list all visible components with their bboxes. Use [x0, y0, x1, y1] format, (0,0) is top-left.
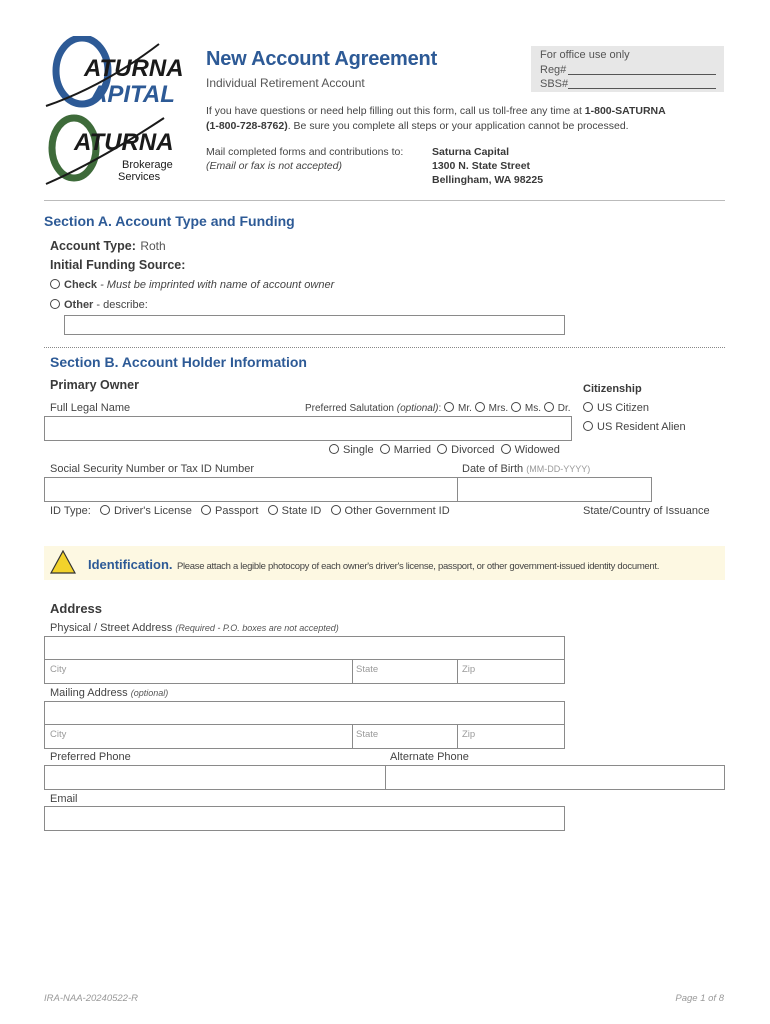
other-gov-id-radio[interactable] — [331, 505, 341, 515]
office-use-box — [531, 46, 724, 92]
account-type-row: Account Type: Roth — [50, 239, 166, 253]
physical-address-input[interactable] — [44, 636, 565, 660]
ms-radio[interactable] — [511, 402, 521, 412]
mailing-zip-input[interactable]: Zip — [457, 724, 565, 749]
ssn-input[interactable] — [44, 477, 458, 502]
marital-status-row: Single Married Divorced Widowed — [329, 444, 560, 456]
help-phone-number: (1-800-728-8762) — [206, 120, 288, 132]
svg-text:ATURNA: ATURNA — [74, 129, 174, 156]
reg-line — [568, 74, 716, 75]
identification-banner — [44, 546, 725, 580]
state-id-radio[interactable] — [268, 505, 278, 515]
svg-text:Services: Services — [118, 171, 161, 183]
dob-input[interactable] — [457, 477, 652, 502]
mailing-address-label: Mailing Address (optional) — [50, 687, 169, 699]
married-radio[interactable] — [380, 444, 390, 454]
divorced-radio[interactable] — [437, 444, 447, 454]
id-type-row: ID Type: Driver's License Passport State ID Other Government ID — [50, 505, 450, 517]
header-divider — [44, 200, 725, 201]
alternate-phone-label: Alternate Phone — [390, 751, 469, 763]
form-code: IRA-NAA-20240522-R — [44, 993, 138, 1004]
svg-text:ATURNA: ATURNA — [84, 55, 184, 82]
email-input[interactable] — [44, 806, 565, 831]
email-label: Email — [50, 793, 78, 805]
identification-text: Please attach a legible photocopy of each owner's driver's license, passport, or other government-issued identity document. — [176, 561, 660, 572]
preferred-phone-label: Preferred Phone — [50, 751, 131, 763]
office-use-title: For office use only — [540, 49, 630, 61]
us-citizen-option[interactable]: US Citizen — [583, 402, 649, 414]
section-a-title: Section A. Account Type and Funding — [44, 213, 295, 229]
ssn-label: Social Security Number or Tax ID Number — [50, 463, 254, 475]
primary-owner-label: Primary Owner — [50, 378, 139, 392]
address-title: Address — [50, 601, 103, 616]
section-divider — [44, 347, 725, 348]
dr-radio[interactable] — [544, 402, 554, 412]
saturna-capital-logo — [46, 38, 184, 108]
identification-title: Identification. — [88, 557, 173, 572]
check-option[interactable]: Check - Must be imprinted with name of account owner — [50, 279, 334, 291]
us-citizen-radio[interactable] — [583, 402, 593, 412]
physical-city-input[interactable]: City — [44, 659, 353, 684]
us-resident-alien-option[interactable]: US Resident Alien — [583, 421, 686, 433]
physical-address-label: Physical / Street Address (Required - P.O. boxes are not accepted) — [50, 622, 339, 634]
svg-text:Brokerage: Brokerage — [122, 159, 173, 171]
mailing-address: Saturna Capital 1300 N. State Street Bellingham, WA 98225 — [432, 146, 544, 186]
salutation-row: Preferred Salutation (optional): Mr. Mrs. Ms. Dr. — [305, 403, 571, 414]
dob-label: Date of Birth (MM-DD-YYYY) — [462, 463, 591, 475]
sbs-label: SBS# — [540, 78, 569, 90]
alternate-phone-input[interactable] — [385, 765, 725, 790]
issuance-label: State/Country of Issuance — [583, 505, 710, 517]
mail-note: (Email or fax is not accepted) — [206, 160, 342, 172]
full-legal-name-input[interactable] — [44, 416, 572, 441]
us-resident-alien-radio[interactable] — [583, 421, 593, 431]
physical-state-input[interactable]: State — [352, 659, 458, 684]
check-radio[interactable] — [50, 279, 60, 289]
mrs-radio[interactable] — [475, 402, 485, 412]
saturna-brokerage-logo — [46, 118, 174, 184]
preferred-phone-input[interactable] — [44, 765, 386, 790]
full-legal-name-label: Full Legal Name — [50, 402, 131, 414]
other-option[interactable]: Other - describe: — [50, 299, 148, 311]
drivers-license-radio[interactable] — [100, 505, 110, 515]
widowed-radio[interactable] — [501, 444, 511, 454]
passport-radio[interactable] — [201, 505, 211, 515]
help-text: If you have questions or need help filling out this form, call us toll-free any time at 1-800-SATURNA (1-800-728-8762). Be sure you complete all steps or your application cannot be processed. — [206, 105, 666, 132]
warning-icon — [50, 550, 76, 574]
page-title: New Account Agreement — [206, 48, 438, 70]
mailing-city-input[interactable]: City — [44, 724, 353, 749]
help-phone: 1-800-SATURNA — [584, 105, 666, 117]
section-b-title: Section B. Account Holder Information — [50, 354, 307, 370]
funding-source-label: Initial Funding Source: — [50, 258, 186, 272]
page-number: Page 1 of 8 — [675, 993, 724, 1004]
other-radio[interactable] — [50, 299, 60, 309]
mailing-state-input[interactable]: State — [352, 724, 458, 749]
mail-instructions: Mail completed forms and contributions to: (Email or fax is not accepted) — [206, 146, 404, 172]
mr-radio[interactable] — [444, 402, 454, 412]
citizenship-label: Citizenship — [583, 383, 642, 395]
sbs-line — [568, 88, 716, 89]
physical-zip-input[interactable]: Zip — [457, 659, 565, 684]
other-describe-input[interactable] — [64, 315, 565, 335]
account-type-value: Roth — [140, 239, 166, 253]
svg-text:APITAL: APITAL — [90, 81, 175, 108]
saturna-logos — [44, 36, 184, 186]
mailing-address-input[interactable] — [44, 701, 565, 725]
reg-label: Reg# — [540, 64, 567, 76]
page-subtitle: Individual Retirement Account — [206, 76, 365, 90]
single-radio[interactable] — [329, 444, 339, 454]
